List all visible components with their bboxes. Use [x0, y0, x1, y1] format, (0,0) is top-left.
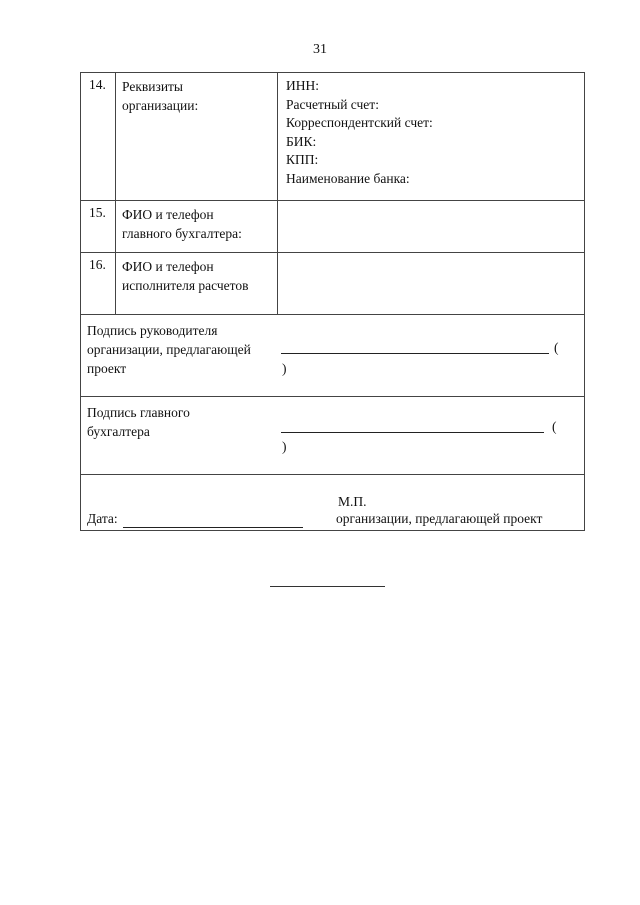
open-paren: ( [552, 419, 557, 434]
label-line: главного бухгалтера: [122, 226, 242, 241]
stamp-caption: организации, предлагающей проект [336, 511, 543, 526]
label-line: Подпись руководителя [87, 323, 218, 338]
inn-label: ИНН: [286, 78, 319, 93]
label-line: Подпись главного [87, 405, 190, 420]
date-input-line[interactable] [123, 527, 303, 528]
bik-label: БИК: [286, 133, 317, 149]
kpp-label: КПП: [286, 152, 319, 167]
row-label [116, 201, 278, 252]
calculations-executor-value-cell[interactable] [278, 253, 584, 314]
label-line: Реквизиты [122, 79, 184, 94]
bank-name-label: Наименование банка: [286, 170, 410, 186]
label-line: бухгалтера [87, 424, 150, 439]
row-number: 16. [81, 253, 116, 314]
signature-label [87, 403, 190, 441]
director-signature-row [81, 315, 584, 397]
date-label: Дата: [87, 511, 118, 526]
requisites-form-table [80, 72, 585, 531]
correspondent-account-label: Корреспондентский счет: [286, 115, 433, 130]
table-row-14 [81, 73, 584, 201]
table-row-15 [81, 201, 584, 253]
end-of-document-rule [270, 586, 385, 587]
director-signature-line[interactable] [281, 353, 549, 354]
label-line: исполнителя расчетов [122, 278, 249, 293]
chief-accountant-signature-row [81, 397, 584, 475]
open-paren: ( [554, 340, 559, 355]
row-number: 14. [81, 73, 116, 200]
label-line: ФИО и телефон [122, 207, 214, 222]
row-label [116, 73, 278, 200]
stamp-label: М.П. [338, 494, 367, 509]
label-line: организации: [122, 98, 199, 113]
close-paren: ) [282, 439, 287, 454]
row-label [116, 253, 278, 314]
row-number: 15. [81, 201, 116, 252]
requisites-value-cell[interactable] [278, 73, 584, 200]
date-stamp-row [81, 475, 584, 530]
table-row-16 [81, 253, 584, 315]
chief-accountant-value-cell[interactable] [278, 201, 584, 252]
settlement-account-label: Расчетный счет: [286, 96, 379, 112]
label-line: организации, предлагающей [87, 342, 251, 357]
label-line: ФИО и телефон [122, 259, 214, 274]
chief-accountant-signature-line[interactable] [281, 432, 544, 433]
page-number: 31 [313, 42, 327, 57]
close-paren: ) [282, 361, 287, 376]
label-line: проект [87, 361, 127, 376]
signature-label [87, 321, 251, 378]
